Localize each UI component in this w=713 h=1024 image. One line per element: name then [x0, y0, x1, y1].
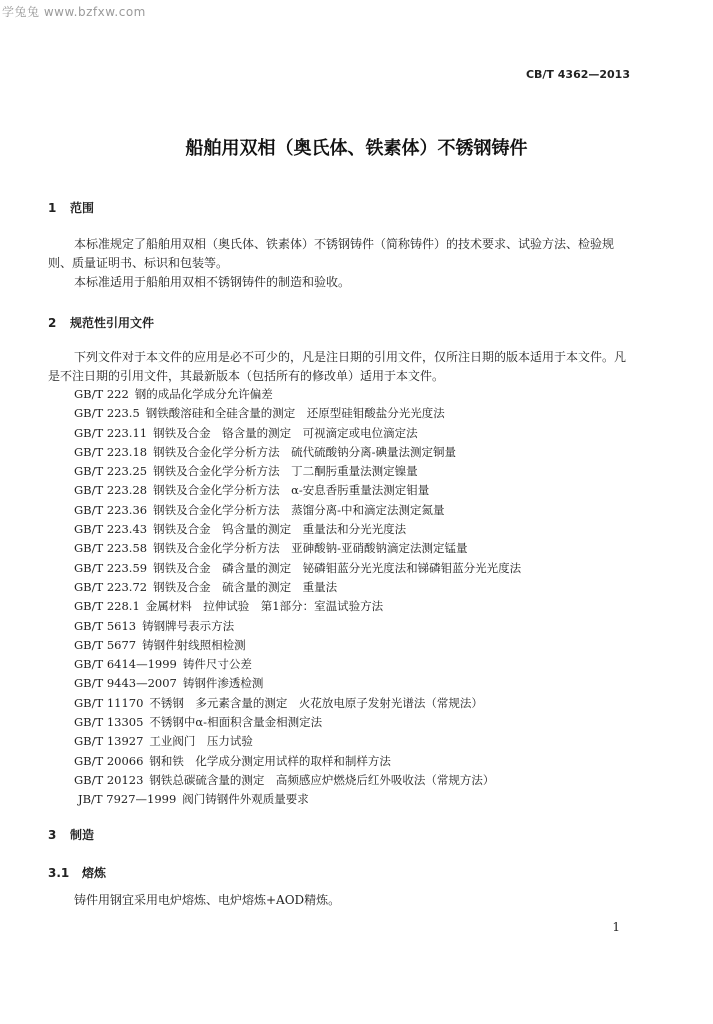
references-intro: 下列文件对于本文件的应用是必不可少的，凡是注日期的引用文件，仅所注日期的版本适用于本文件。凡是不注日期的引用文件，其最新版本（包括所有的修改单）适用于本文件。	[48, 350, 627, 383]
reference-title: 钢和铁 化学成分测定用试样的取样和制样方法	[149, 753, 391, 768]
reference-item	[48, 752, 638, 771]
reference-title: 钢铁及合金 磷含量的测定 铋磷钼蓝分光光度法和锑磷钼蓝分光光度法	[153, 560, 522, 575]
reference-list	[48, 385, 638, 810]
reference-item	[48, 539, 638, 558]
reference-title: 钢铁及合金 钨含量的测定 重量法和分光光度法	[153, 522, 407, 537]
reference-title: 铸钢件渗透检测	[182, 676, 264, 691]
reference-code: GB/T 228.1	[74, 599, 140, 614]
section-number: 2	[48, 316, 57, 330]
section-number: 1	[48, 201, 57, 215]
reference-code: GB/T 223.36	[74, 502, 148, 517]
reference-code: GB/T 223.11	[74, 425, 148, 440]
reference-item	[48, 694, 638, 713]
reference-code: GB/T 6414—1999	[74, 657, 177, 672]
reference-item	[48, 617, 638, 636]
reference-code: GB/T 223.58	[74, 541, 148, 556]
page-number: 1	[612, 920, 620, 934]
subsection-number: 3.1	[48, 866, 70, 880]
reference-item	[48, 597, 638, 616]
reference-title: 钢铁及合金化学分析方法 丁二酮肟重量法测定镍量	[153, 464, 418, 479]
reference-title: 钢铁及合金化学分析方法 蒸馏分离-中和滴定法测定氮量	[153, 502, 445, 517]
reference-title: 不锈钢 多元素含量的测定 火花放电原子发射光谱法（常规法）	[149, 695, 483, 710]
reference-code: GB/T 5677	[74, 637, 137, 652]
reference-title: 工业阀门 压力试验	[149, 734, 253, 749]
reference-code: GB/T 13305	[74, 715, 144, 730]
reference-code: GB/T 9443—2007	[74, 676, 177, 691]
scope-paragraph-1: 本标准规定了船舶用双相（奥氏体、铁素体）不锈钢铸件（简称铸件）的技术要求、试验方法、检验规则、质量证明书、标识和包装等。	[48, 237, 615, 270]
reference-title: 钢铁及合金 硫含量的测定 重量法	[153, 579, 338, 594]
reference-title: 不锈钢中α-相面积含量金相测定法	[149, 715, 323, 730]
reference-item	[48, 501, 638, 520]
subsection-3-1-heading	[48, 864, 106, 881]
reference-code: GB/T 223.5	[74, 406, 140, 421]
reference-title: 钢铁及合金化学分析方法 硫代硫酸钠分离-碘量法测定铜量	[153, 444, 456, 459]
section-number: 3	[48, 828, 57, 842]
reference-code: GB/T 223.25	[74, 464, 148, 479]
reference-title: 钢铁总碳硫含量的测定 高频感应炉燃烧后红外吸收法（常规方法）	[149, 772, 495, 787]
reference-code: GB/T 13927	[74, 734, 144, 749]
reference-code: GB/T 222	[74, 387, 129, 401]
section-title: 范围	[70, 201, 95, 215]
reference-item	[48, 674, 638, 693]
reference-code: GB/T 5613	[74, 618, 137, 633]
site-watermark: 学兔兔 www.bzfxw.com	[2, 5, 146, 19]
reference-item	[48, 462, 638, 481]
reference-code: GB/T 20066	[74, 753, 144, 768]
scope-paragraph-2: 本标准适用于船舶用双相不锈钢铸件的制造和验收。	[74, 275, 351, 289]
reference-title: 钢铁及合金化学分析方法 α-安息香肟重量法测定钼量	[153, 483, 430, 498]
reference-title: 钢的成品化学成分允许偏差	[134, 387, 273, 401]
reference-item	[48, 559, 638, 578]
reference-item	[48, 443, 638, 462]
smelting-paragraph: 铸件用钢宜采用电炉熔炼、电炉熔炼+AOD精炼。	[74, 893, 341, 907]
reference-code: JB/T 7927—1999	[78, 792, 177, 807]
reference-title: 阀门铸钢件外观质量要求	[182, 792, 309, 807]
reference-title: 钢铁及合金化学分析方法 亚砷酸钠-亚硝酸钠滴定法测定锰量	[153, 541, 468, 556]
reference-item	[48, 385, 638, 404]
reference-item	[48, 404, 638, 423]
reference-code: GB/T 223.59	[74, 560, 148, 575]
reference-item	[48, 578, 638, 597]
section-title: 规范性引用文件	[70, 316, 155, 330]
reference-item	[48, 520, 638, 539]
reference-code: GB/T 11170	[74, 695, 144, 710]
document-title: 船舶用双相（奥氏体、铁素体）不锈钢铸件	[185, 138, 528, 159]
reference-item	[48, 732, 638, 751]
reference-title: 铸钢牌号表示方法	[142, 618, 235, 633]
reference-code: GB/T 223.72	[74, 579, 148, 594]
reference-code: GB/T 223.18	[74, 444, 148, 459]
reference-item	[48, 655, 638, 674]
reference-title: 金属材料 拉伸试验 第1部分：室温试验方法	[145, 599, 384, 614]
reference-code: GB/T 223.28	[74, 483, 148, 498]
section-2-heading	[48, 314, 154, 331]
reference-code: GB/T 20123	[74, 772, 144, 787]
section-title: 制造	[70, 828, 95, 842]
reference-title: 钢铁酸溶硅和全硅含量的测定 还原型硅钼酸盐分光光度法	[145, 406, 445, 421]
section-1-heading	[48, 199, 94, 216]
reference-item	[48, 424, 638, 443]
reference-item	[48, 636, 638, 655]
subsection-title: 熔炼	[82, 866, 107, 880]
reference-title: 铸钢件射线照相检测	[142, 637, 246, 652]
reference-item	[48, 771, 638, 790]
reference-title: 铸件尺寸公差	[182, 657, 252, 672]
reference-title: 钢铁及合金 铬含量的测定 可视滴定或电位滴定法	[153, 425, 418, 440]
reference-item	[48, 713, 638, 732]
reference-code: GB/T 223.43	[74, 522, 148, 537]
reference-item	[48, 790, 638, 809]
standard-code: CB/T 4362—2013	[525, 68, 630, 81]
reference-item	[48, 481, 638, 500]
section-3-heading	[48, 826, 94, 843]
